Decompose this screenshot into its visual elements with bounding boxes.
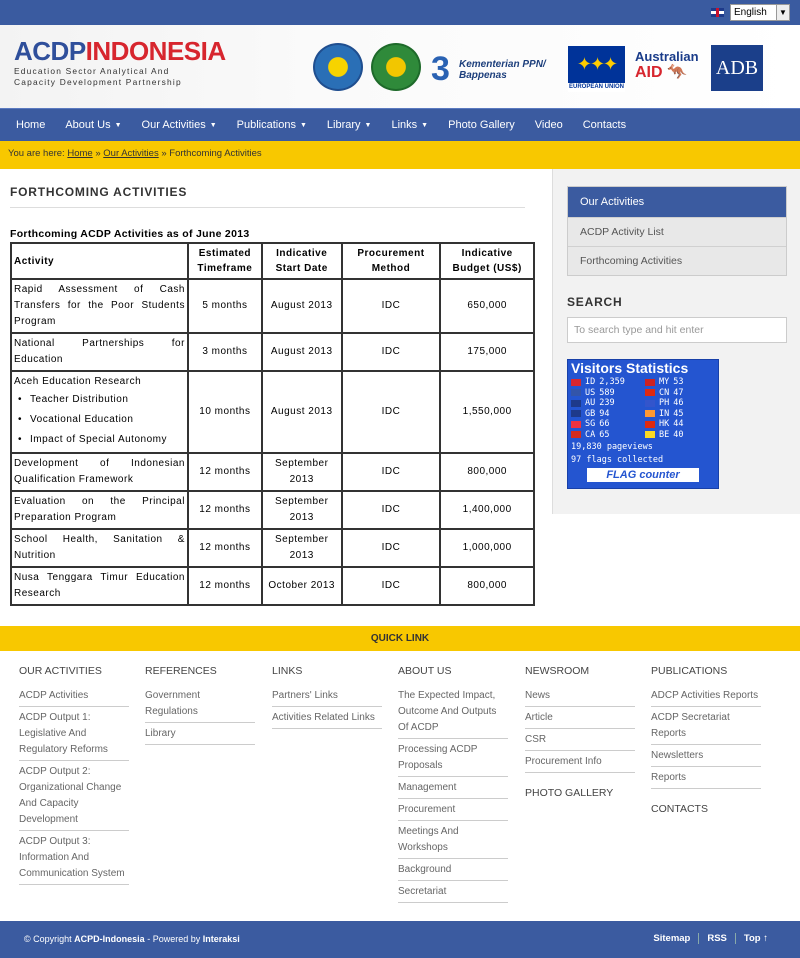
logo-subtitle-2: Capacity Development Partnership [14,77,182,87]
page-title: FORTHCOMING ACTIVITIES [10,179,525,208]
flag-counter-entry [645,409,715,420]
nav-label: Our Activities [141,118,206,131]
table-header: Procurement Method [342,243,441,279]
content [10,179,540,606]
country-code: GB [585,408,596,419]
footer-col [398,665,508,903]
method-cell: IDC [342,279,441,333]
country-code: SG [585,419,596,429]
method-cell: IDC [342,371,441,453]
footer-col [525,665,635,799]
footer-link[interactable]: ACDP Output 3: Information And Communication System [19,831,129,885]
timeframe-cell: 3 months [188,333,262,371]
caret-down-icon: ▼ [364,121,372,129]
activity-cell [11,491,188,529]
kemenag-logo-icon [371,43,421,91]
sidebar-item-our-activities[interactable]: Our Activities [568,187,786,217]
table-row [11,491,534,529]
footer-link[interactable]: Meetings And Workshops [398,821,508,859]
country-code: CN [659,387,670,398]
footer-col-title[interactable]: LINKS [272,665,303,677]
start-cell: September 2013 [262,529,342,567]
country-count: 2,359 [599,377,625,387]
chevron-down-icon[interactable]: ▼ [776,5,789,20]
nav-label: Home [16,118,46,131]
rss-link[interactable]: RSS [698,933,735,944]
country-code: ID [585,377,596,387]
sitemap-link[interactable]: Sitemap [653,933,691,944]
footer-col-title[interactable]: NEWSROOM [525,665,590,677]
ca-flag-icon [571,431,581,438]
country-code: PH [659,398,670,408]
adb-logo: ADB [711,45,763,91]
country-count: 47 [673,387,684,398]
bappenas-logo [431,49,561,89]
table-header: Estimated Timeframe [188,243,262,279]
footer-link[interactable]: CSR [525,729,635,751]
search-title: SEARCH [567,295,623,309]
in-flag-icon [645,410,655,417]
footer-link[interactable]: ACDP Output 2: Organizational Change And Capacity Development [19,761,129,831]
language-select[interactable] [730,4,790,21]
breadcrumb-home[interactable]: Home [67,148,93,159]
footer-link[interactable]: Management [398,777,508,799]
copyright-prefix: © Copyright [24,934,72,944]
main-nav [0,108,800,141]
footer-link[interactable]: Background [398,859,508,881]
footer-link[interactable]: The Expected Impact, Outcome And Outputs Of ACDP [398,685,508,739]
activity-subitems [14,390,185,450]
activity-cell [11,279,188,333]
caret-down-icon: ▼ [299,121,307,129]
footer-heading-link[interactable]: CONTACTS [651,803,708,815]
copyright [24,934,240,944]
eu-logo [568,46,625,92]
country-count: 589 [599,387,615,398]
footer-link[interactable]: Processing ACDP Proposals [398,739,508,777]
sidebar-item-forthcoming[interactable]: Forthcoming Activities [568,246,786,275]
start-cell: September 2013 [262,453,342,491]
footer-link[interactable]: Partners' Links [272,685,382,707]
footer-col [145,665,255,745]
sidebar-menu [567,186,787,276]
copyright-powered[interactable]: Interaksi [202,934,240,944]
country-code: HK [659,419,670,429]
copyright-mid: - Powered by [147,934,201,944]
country-code: MY [659,377,670,387]
language-value: English [734,7,767,18]
bappenas-mark-icon: 3 [431,50,450,88]
au-flag-icon [571,400,581,407]
nav-label: Photo Gallery [448,118,515,131]
footer-link[interactable]: ACDP Activities [19,685,129,707]
activity-name: National Partnerships for Education [14,338,185,365]
breadcrumb-our-activities[interactable]: Our Activities [103,148,159,159]
activity-subitem: • Teacher Distribution [14,390,185,410]
start-cell: October 2013 [262,567,342,605]
country-count: 239 [599,398,615,408]
flag-counter-widget[interactable] [567,359,719,489]
country-code: BE [659,429,670,440]
quick-link-bar: QUICK LINK [0,626,800,651]
footer-link[interactable]: Article [525,707,635,729]
footer-col-title[interactable]: PUBLICATIONS [651,665,728,677]
bappenas-line-2: Bappenas [459,70,507,81]
flag-counter-entry [645,430,715,441]
id-flag-icon [571,379,581,386]
table-row [11,279,534,333]
footer-link[interactable]: Procurement Info [525,751,635,773]
footer-link[interactable]: Procurement [398,799,508,821]
bottom-bar [0,921,800,958]
country-count: 46 [673,398,684,408]
table-header: Activity [11,243,188,279]
country-count: 45 [673,408,684,419]
bottom-links [645,933,776,944]
flag-counter-entry [645,377,715,388]
my-flag-icon [645,379,655,386]
breadcrumb [0,141,800,169]
site-header [0,25,800,108]
timeframe-cell: 12 months [188,529,262,567]
caret-down-icon: ▼ [421,121,429,129]
nav-label: Library [326,118,361,131]
ausaid-line-1: Australian [635,49,699,64]
footer-link[interactable]: Activities Related Links [272,707,382,729]
country-code: AU [585,398,596,408]
table-row [11,529,534,567]
sidebar [552,169,800,514]
nav-item-publications[interactable] [227,109,317,142]
method-cell: IDC [342,529,441,567]
us-flag-icon [571,389,581,396]
cn-flag-icon [645,389,655,396]
language-switcher [711,4,790,21]
tut-wuri-logo-icon [313,43,363,91]
flag-counter-entry [645,398,715,409]
country-code: CA [585,429,596,440]
australian-aid-logo [635,49,705,89]
table-row [11,371,534,453]
flag-counter-entry [571,430,645,441]
nav-item-links[interactable] [381,109,438,142]
method-cell: IDC [342,567,441,605]
flag-counter-entry [571,377,645,388]
flag-counter-entry [645,388,715,399]
method-cell: IDC [342,491,441,529]
flag-counter-brand: FLAG counter [587,468,699,482]
table-row [11,453,534,491]
nav-item-video[interactable] [525,109,573,142]
table-header: Indicative Budget (US$) [440,243,534,279]
footer-col [19,665,129,885]
footer-link[interactable]: ACDP Secretariat Reports [651,707,761,745]
budget-cell: 800,000 [440,567,534,605]
nav-item-our-activities[interactable] [132,109,227,142]
country-count: 65 [599,429,610,440]
timeframe-cell: 5 months [188,279,262,333]
activity-cell [11,567,188,605]
footer-link[interactable]: ADCP Activities Reports [651,685,761,707]
sg-flag-icon [571,421,581,428]
country-count: 40 [673,429,684,440]
site-logo[interactable] [14,37,226,87]
nav-label: Links [391,118,418,131]
start-cell: September 2013 [262,491,342,529]
nav-item-contacts[interactable] [573,109,636,142]
breadcrumb-separator: » [95,148,101,159]
timeframe-cell: 10 months [188,371,262,453]
country-count: 66 [599,419,610,429]
breadcrumb-prefix: You are here: [8,148,65,159]
flag-counter-pageviews: 19,830 pageviews [571,442,653,452]
flag-counter-grid [571,377,715,440]
budget-cell: 650,000 [440,279,534,333]
activity-name: School Health, Sanitation & Nutrition [14,534,185,561]
flag-counter-entry [571,409,645,420]
activity-name: Development of Indonesian Qualification Framework [14,458,185,485]
country-code: US [585,387,596,398]
country-count: 94 [599,408,610,419]
footer-link[interactable]: Secretariat [398,881,508,903]
flag-counter-flags: 97 flags collected [571,455,664,465]
top-link[interactable]: Top ↑ [735,933,776,944]
flag-counter-title: Visitors Statistics [571,360,689,376]
footer-link[interactable]: Newsletters [651,745,761,767]
ausaid-line-2: AID [635,64,663,81]
ph-flag-icon [645,400,655,407]
footer-link[interactable]: ACDP Output 1: Legislative And Regulatory Reforms [19,707,129,761]
nav-label: Publications [236,118,296,131]
nav-label: About Us [65,118,111,131]
logo-subtitle-1: Education Sector Analytical And [14,66,170,76]
table-caption: Forthcoming ACDP Activities as of June 2013 [10,228,250,240]
bappenas-line-1: Kementerian PPN/ [459,59,546,70]
copyright-site[interactable]: ACPD-Indonesia [74,934,145,944]
budget-cell: 1,550,000 [440,371,534,453]
method-cell: IDC [342,453,441,491]
flag-counter-entry [645,419,715,430]
budget-cell: 800,000 [440,453,534,491]
budget-cell: 175,000 [440,333,534,371]
timeframe-cell: 12 months [188,491,262,529]
activity-subitem: • Impact of Special Autonomy [14,430,185,450]
country-count: 53 [673,377,684,387]
search-input[interactable]: To search type and hit enter [567,317,787,343]
activity-name: Nusa Tenggara Timur Education Research [14,572,185,599]
start-cell: August 2013 [262,279,342,333]
footer-link[interactable]: News [525,685,635,707]
caret-down-icon: ▼ [209,121,217,129]
nav-label: Contacts [582,118,627,131]
table-header: Indicative Start Date [262,243,342,279]
main-area [0,169,800,626]
logo-acdp: ACDP [14,36,86,66]
top-bar [0,0,800,25]
sidebar-item-activity-list[interactable]: ACDP Activity List [568,217,786,246]
timeframe-cell: 12 months [188,567,262,605]
activity-cell [11,333,188,371]
footer-link[interactable]: Government Regulations [145,685,255,723]
budget-cell: 1,400,000 [440,491,534,529]
hk-flag-icon [645,421,655,428]
nav-item-library[interactable] [317,109,382,142]
start-cell: August 2013 [262,333,342,371]
uk-flag-icon [711,8,724,17]
footer-col [272,665,382,729]
activity-name: Rapid Assessment of Cash Transfers for the Poor Students Program [14,284,185,327]
country-count: 44 [673,419,684,429]
activity-subitem: • Vocational Education [14,410,185,430]
activity-name: Aceh Education Research [14,376,142,387]
method-cell: IDC [342,333,441,371]
footer [0,651,800,947]
be-flag-icon [645,431,655,438]
breadcrumb-separator: » [161,148,167,159]
gb-flag-icon [571,410,581,417]
activity-cell [11,529,188,567]
timeframe-cell: 12 months [188,453,262,491]
footer-link[interactable]: Reports [651,767,761,789]
budget-cell: 1,000,000 [440,529,534,567]
nav-item-photo-gallery[interactable] [438,109,525,142]
footer-col [651,665,761,815]
nav-item-about-us[interactable] [55,109,131,142]
activity-cell [11,453,188,491]
eu-label: EUROPEAN UNION [568,84,624,90]
table-row [11,567,534,605]
start-cell: August 2013 [262,371,342,453]
footer-heading-link[interactable]: PHOTO GALLERY [525,787,614,799]
nav-label: Video [534,118,563,131]
flag-counter-entry [571,398,645,409]
kangaroo-icon: 🦘 [667,64,687,81]
activity-name: Evaluation on the Principal Preparation Program [14,496,185,523]
footer-col-title[interactable]: REFERENCES [145,665,217,677]
footer-col-title[interactable]: OUR ACTIVITIES [19,665,102,677]
activities-table [10,242,535,606]
activity-cell [11,371,188,453]
country-code: IN [659,408,670,419]
logo-indonesia: INDONESIA [85,36,226,66]
eu-stars-icon: ✦✦✦ [576,54,617,74]
footer-col-title[interactable]: ABOUT US [398,665,452,677]
caret-down-icon: ▼ [114,121,122,129]
footer-link[interactable]: Library [145,723,255,745]
nav-item-home[interactable] [6,109,55,142]
table-row [11,333,534,371]
flag-counter-entry [571,388,645,399]
breadcrumb-current: Forthcoming Activities [169,148,262,159]
flag-counter-entry [571,419,645,430]
